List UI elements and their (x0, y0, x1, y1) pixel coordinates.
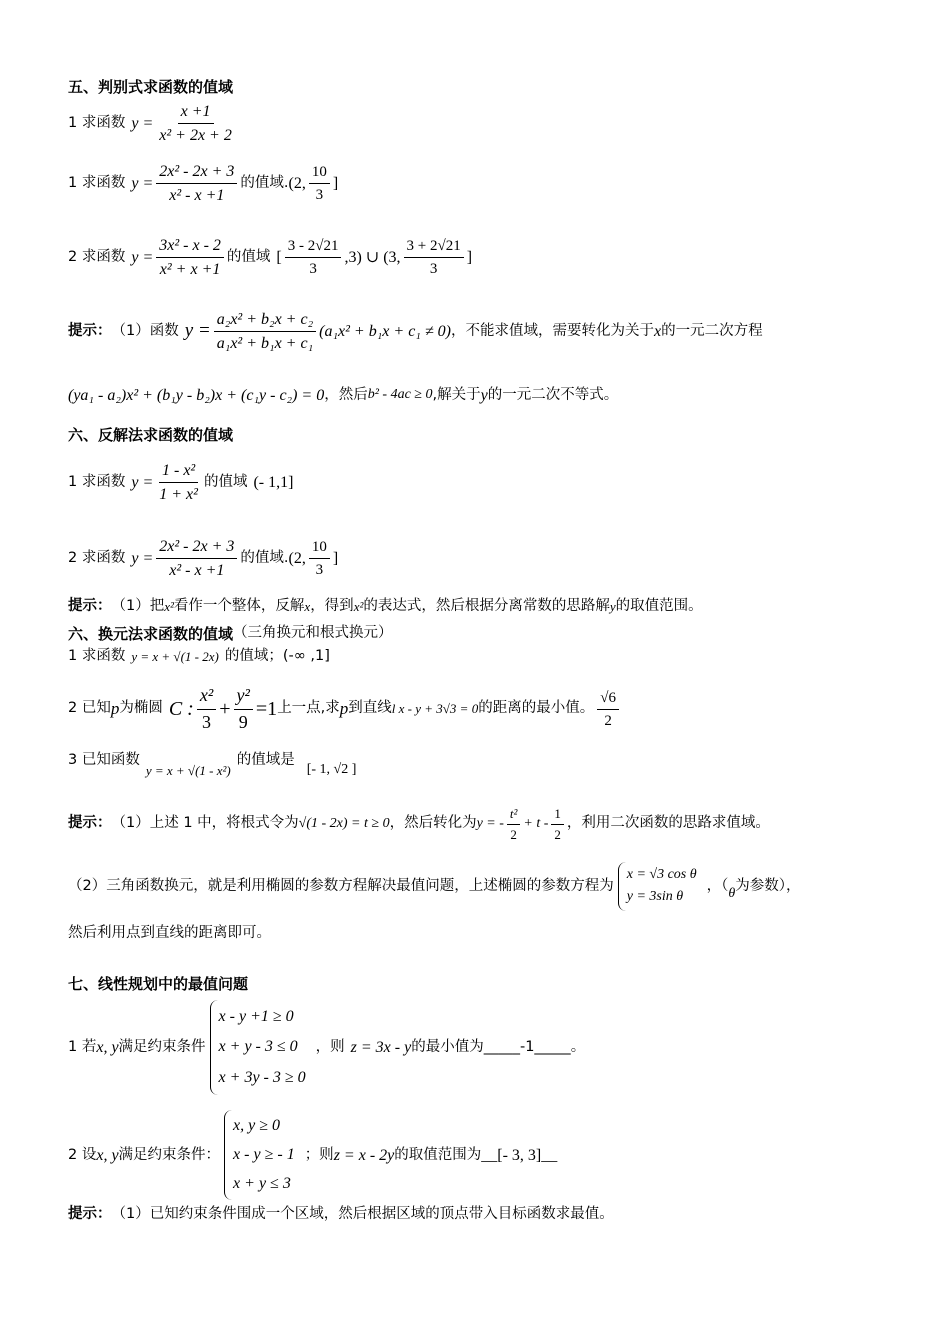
fraction: $\frac{x +1}{\text{x² + 2x + 2}}$ (159, 103, 232, 145)
s6b-hint-2: （2）三角函数换元，就是利用椭圆的参数方程解决最值问题，上述椭圆的参数方程为 x = √3 cos θ y = 3sin θ ，（ θ 为参数）， (68, 862, 890, 911)
s6a-q2: 2 求函数 y = $\frac{\text{2x² - 2x + 3}}{\text{x² - x +1}}$ 的值域. (2, $\frac{10}{3}$ ] (68, 538, 339, 580)
fraction: $\frac{\text{3x² - x - 2}}{\text{x² + x +1}}$ (156, 236, 224, 279)
s5-q1b: 1 求函数 y = $\frac{\text{2x² - 2x + 3}}{\text{x² - x +1}}$ 的值域. (2, $\frac{10}{3}$ ] (68, 163, 339, 205)
answer-fraction-1: $\frac{3 - 2√21}{3}$ (285, 237, 342, 278)
s6b-hint-1: 提示： （1）上述 1 中，将根式令为 √(1 - 2x) = t ≥ 0 ，然后转化为 y = - $\frac{\text{t²}}{2}$ + t - $\frac{1}{2}$ ，利用二次函数的思路求值域。 (68, 806, 770, 842)
section-7-heading: 七、线性规划中的最值问题 (68, 975, 249, 993)
s6a-hint: 提示： （1）把 x² 看作一个整体，反解 x ，得到 x² 的表达式，然后根据分离常数的思路解 y 的取值范围。 (68, 598, 703, 614)
answer-fraction-2: $\frac{3 + 2√21}{3}$ (404, 237, 464, 278)
constraint-system: x - y +1 ≥ 0 x + y - 3 ≤ 0 x + 3y - 3 ≥ 0 (210, 1000, 312, 1095)
answer-fraction: $\frac{√6}{2}$ (597, 689, 619, 730)
s6b-q3: 3 已知函数 y = x + √(1 - x²) 的值域是 [- 1, √2 ] (68, 752, 357, 778)
fraction: $\frac{\text{1 - x²}}{\text{1 + x²}}$ (159, 462, 198, 504)
s6b-q2: 2 已知 p 为椭圆 C : $\frac{\text{x²}}{3}$ + $\frac{\text{y²}}{9}$ =1 上一点,求 p 到直线 l x - y + 3√3 = 0 的距离的最小值。 $\frac{√6}{2}$ (68, 685, 890, 733)
s7-q1: 1 若 x, y 满足约束条件 x - y +1 ≥ 0 x + y - 3 ≤ 0 x + 3y - 3 ≥ 0 ，则 z = 3x - y 的最小值为 _____-1_____ 。 (68, 1000, 890, 1095)
s5-hint-2: (ya₁ - a₂)x² + (b₁y - b₂)x + (c₁y - c₂) = 0 ，然后 b² - 4ac ≥ 0 ,解关于 y 的一元二次不等式。 (68, 386, 619, 404)
s6b-q1: 1 求函数 y = x + √(1 - 2x) 的值域； (-∞ ,1] (68, 648, 330, 664)
section-5-heading: 五、判别式求函数的值域 (68, 78, 234, 96)
answer-fraction: $\frac{10}{3}$ (309, 163, 330, 204)
fraction: $\frac{\text{2x² - 2x + 3}}{\text{x² - x +1}}$ (156, 537, 237, 580)
fraction-x: $\frac{\text{x²}}{3}$ (197, 685, 216, 733)
fraction-y: $\frac{\text{y²}}{9}$ (234, 685, 253, 733)
fraction: $\frac{\text{2x² - 2x + 3}}{\text{x² - x +1}}$ (156, 162, 237, 205)
section-6a-heading: 六、反解法求函数的值域 (68, 426, 234, 444)
s6b-hint-3: 然后利用点到直线的距离即可。 (68, 925, 271, 941)
s7-hint: 提示： （1）已知约束条件围成一个区域，然后根据区域的顶点带入目标函数求最值。 (68, 1206, 614, 1222)
s5-hint-1: 提示： （1）函数 y = $\frac{\text{a₂x² + b₂x + c₂}}{\text{a₁x² + b₁x + c₁}}$ (a₁x² + b₁x + c₁ ≠ 0) ，不能求值域，需要转化为关于 x 的一元二次方程 (68, 311, 763, 353)
constraint-system: x, y ≥ 0 x - y ≥ - 1 x + y ≤ 3 (224, 1110, 301, 1200)
parametric-system: x = √3 cos θ y = 3sin θ (618, 862, 703, 911)
answer-fraction: $\frac{10}{3}$ (309, 538, 330, 579)
s6a-q1: 1 求函数 y = $\frac{\text{1 - x²}}{\text{1 + x²}}$ 的值域 (- 1,1] (68, 462, 294, 504)
s5-q2: 2 求函数 y = $\frac{\text{3x² - x - 2}}{\text{x² + x +1}}$ 的值域 [ $\frac{3 - 2√21}{3}$ ,3) ∪ (3, $\frac{3 + 2√21}{3}$ ] (68, 237, 473, 279)
fraction-half: $\frac{1}{2}$ (551, 806, 564, 842)
s7-q2: 2 设 x, y 满足约束条件： x, y ≥ 0 x - y ≥ - 1 x + y ≤ 3 ；则 z = x - 2y 的取值范围为 __[- 3, 3]__ (68, 1110, 890, 1200)
s5-q1a: 1 求函数 y = $\frac{x +1}{\text{x² + 2x + 2}}$ (68, 102, 890, 145)
fraction-t: $\frac{\text{t²}}{2}$ (507, 806, 521, 842)
section-6b-heading: 六、换元法求函数的值域 （三角换元和根式换元） (68, 625, 393, 643)
fraction: $\frac{\text{a₂x² + b₂x + c₂}}{\text{a₁x² + b₁x + c₁}}$ (214, 310, 316, 353)
